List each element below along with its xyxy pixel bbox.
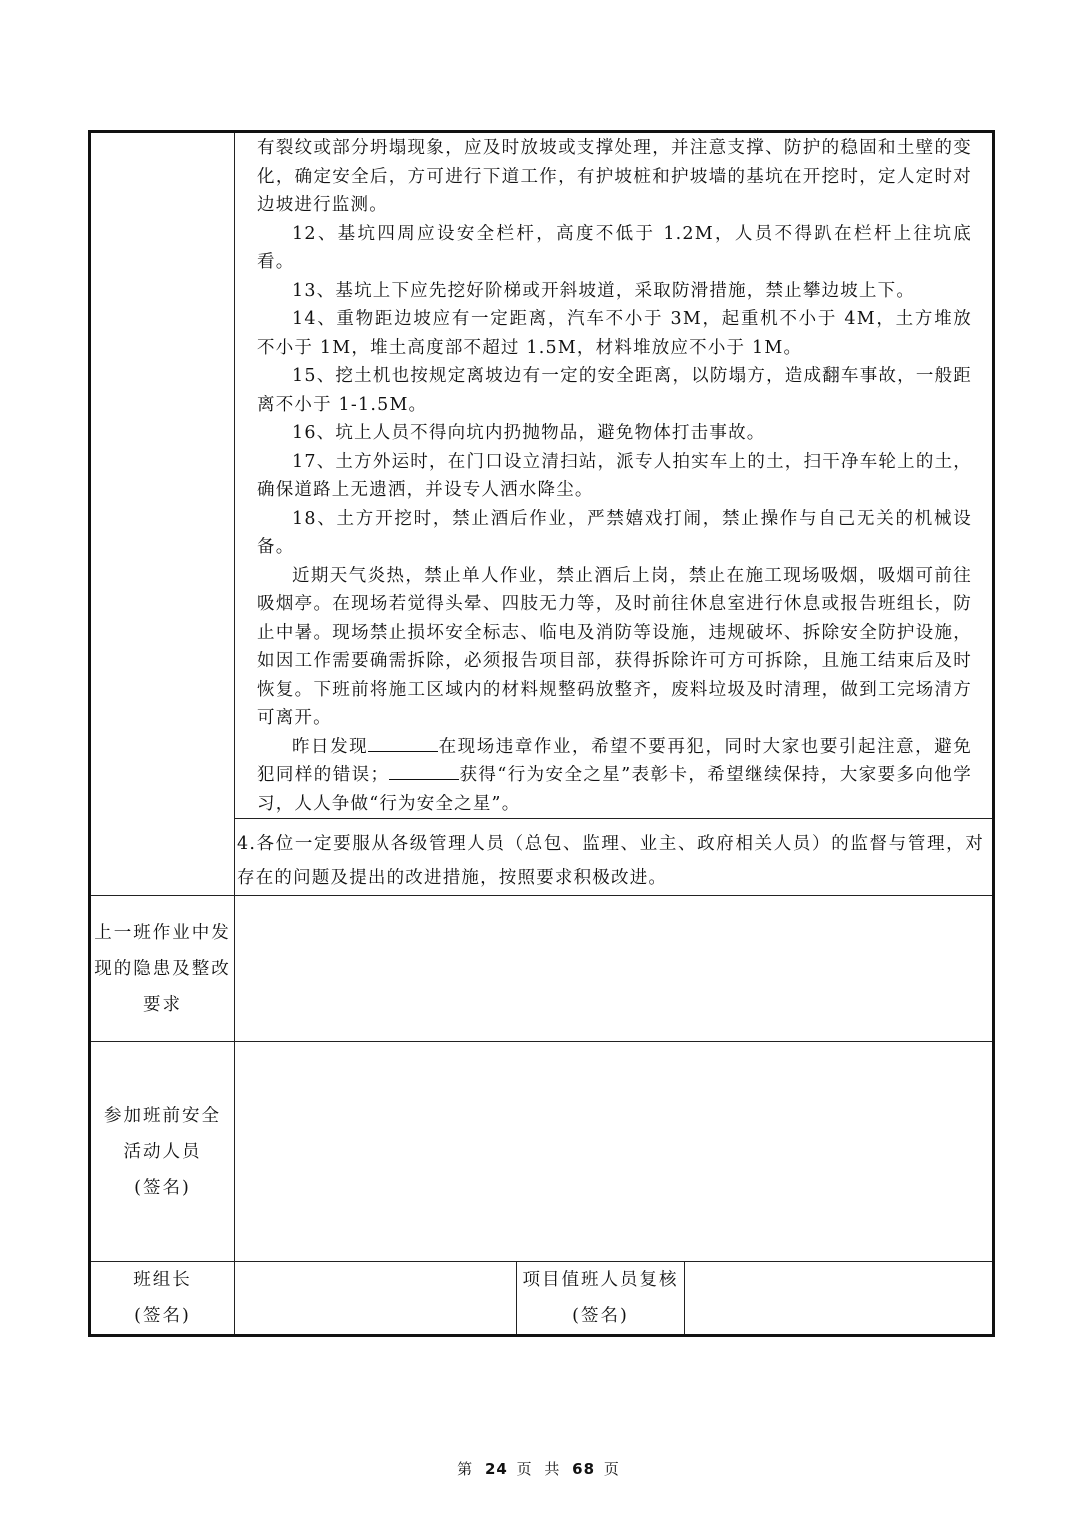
yesterday-text-c: 获得“行为安全之星”表彰卡，希望继续保持，大家要多向他学习，人人争做“行为安全之星”。 (257, 765, 973, 814)
weather-paragraph: 近期天气炎热，禁止单人作业，禁止酒后上岗，禁止在施工现场吸烟，吸烟可前往吸烟亭。在现场若觉得头晕、四肢无力等，及时前往休息室进行休息或报告班组长，防止中暑。现场禁止损坏安全标志、临电及消防等设施，违规破坏、拆除安全防护设施，如因工作需要确需拆除，必须报告项目部，获得拆除许可方可拆除，且施工结束后及时恢复。下班前将施工区域内的材料规整码放整齐，废料垃圾及时清理，做到工完场清方可离开。 (257, 565, 973, 728)
hazards-label-line1: 上一班作业中发 (94, 922, 231, 943)
review-signature-cell[interactable] (685, 1262, 994, 1336)
hazards-label-line2: 现的隐患及整改 (94, 958, 231, 979)
attendees-label-line2: 活动人员 (123, 1141, 202, 1162)
review-label-line2: (签名) (572, 1306, 629, 1326)
footer-page-number: 24 (484, 1460, 508, 1478)
note-cell (235, 819, 994, 896)
item-17: 17、土方外运时，在门口设立清扫站，派专人拍实车上的土，扫干净车轮上的土，确保道路上无遗洒，并设专人洒水降尘。 (257, 451, 973, 500)
yesterday-text-b: 在现场违章作业，希望不要再犯，同时大家也要引起注意，避免犯同样的错误； (257, 736, 972, 785)
footer-total-pages: 68 (572, 1460, 596, 1478)
leader-label (90, 1262, 235, 1336)
paragraph-continued: 有裂纹或部分坍塌现象，应及时放坡或支撑处理，并注意支撑、防护的稳固和土壁的变化，确定安全后，方可进行下道工作，有护坡桩和护坡墙的基坑在开挖时，定人定时对边坡进行监测。 (257, 138, 973, 215)
attendees-label-line3: (签名) (134, 1177, 191, 1198)
item-15: 15、挖土机也按规定离坡边有一定的安全距离，以防塌方，造成翻车事故，一般距离不小于 1-1.5M。 (257, 366, 973, 415)
briefing-content-cell (235, 132, 994, 819)
leader-signature-cell[interactable] (235, 1262, 517, 1336)
item-14: 14、重物距边坡应有一定距离，汽车不小于 3M，起重机不小于 4M，土方堆放不小于 1M，堆土高度部不超过 1.5M，材料堆放应不小于 1M。 (257, 309, 973, 358)
item-13: 13、基坑上下应先挖好阶梯或开斜坡道，采取防滑措施，禁止攀边坡上下。 (292, 280, 916, 301)
label-cell-empty (90, 132, 235, 896)
content-row (90, 132, 994, 819)
attendees-row (90, 1042, 994, 1262)
item-18: 18、土方开挖时，禁止酒后作业，严禁嬉戏打闹，禁止操作与自己无关的机械设备。 (257, 508, 973, 557)
hazards-label-line3: 要求 (143, 994, 182, 1015)
footer-middle: 页 共 (516, 1460, 564, 1478)
hazards-input-cell[interactable] (235, 896, 994, 1042)
leader-label-line1: 班组长 (133, 1270, 192, 1290)
signoff-row (90, 1262, 994, 1336)
violator-name-blank[interactable] (368, 733, 438, 752)
hazards-row (90, 896, 994, 1042)
item-12: 12、基坑四周应设安全栏杆，高度不低于 1.2M，人员不得趴在栏杆上往坑底看。 (257, 223, 973, 272)
note-4: 4.各位一定要服从各级管理人员（总包、监理、业主、政府相关人员）的监督与管理，对存在的问题及提出的改进措施，按照要求积极改进。 (237, 834, 985, 888)
leader-label-line2: (签名) (134, 1306, 191, 1326)
hazards-label (90, 896, 235, 1042)
review-label-line1: 项目值班人员复核 (522, 1270, 679, 1290)
safety-briefing-table (88, 130, 995, 1337)
attendees-signature-cell[interactable] (235, 1042, 994, 1262)
footer-suffix: 页 (603, 1460, 623, 1478)
page-footer (0, 1458, 1080, 1479)
attendees-label (90, 1042, 235, 1262)
attendees-label-line1: 参加班前安全 (104, 1105, 221, 1126)
yesterday-text-a: 昨日发现 (292, 736, 369, 757)
yesterday-paragraph (257, 733, 972, 819)
review-label (517, 1262, 685, 1336)
item-16: 16、坑上人员不得向坑内扔抛物品，避免物体打击事故。 (292, 423, 766, 443)
star-name-blank[interactable] (389, 761, 459, 780)
footer-prefix: 第 (457, 1460, 477, 1478)
